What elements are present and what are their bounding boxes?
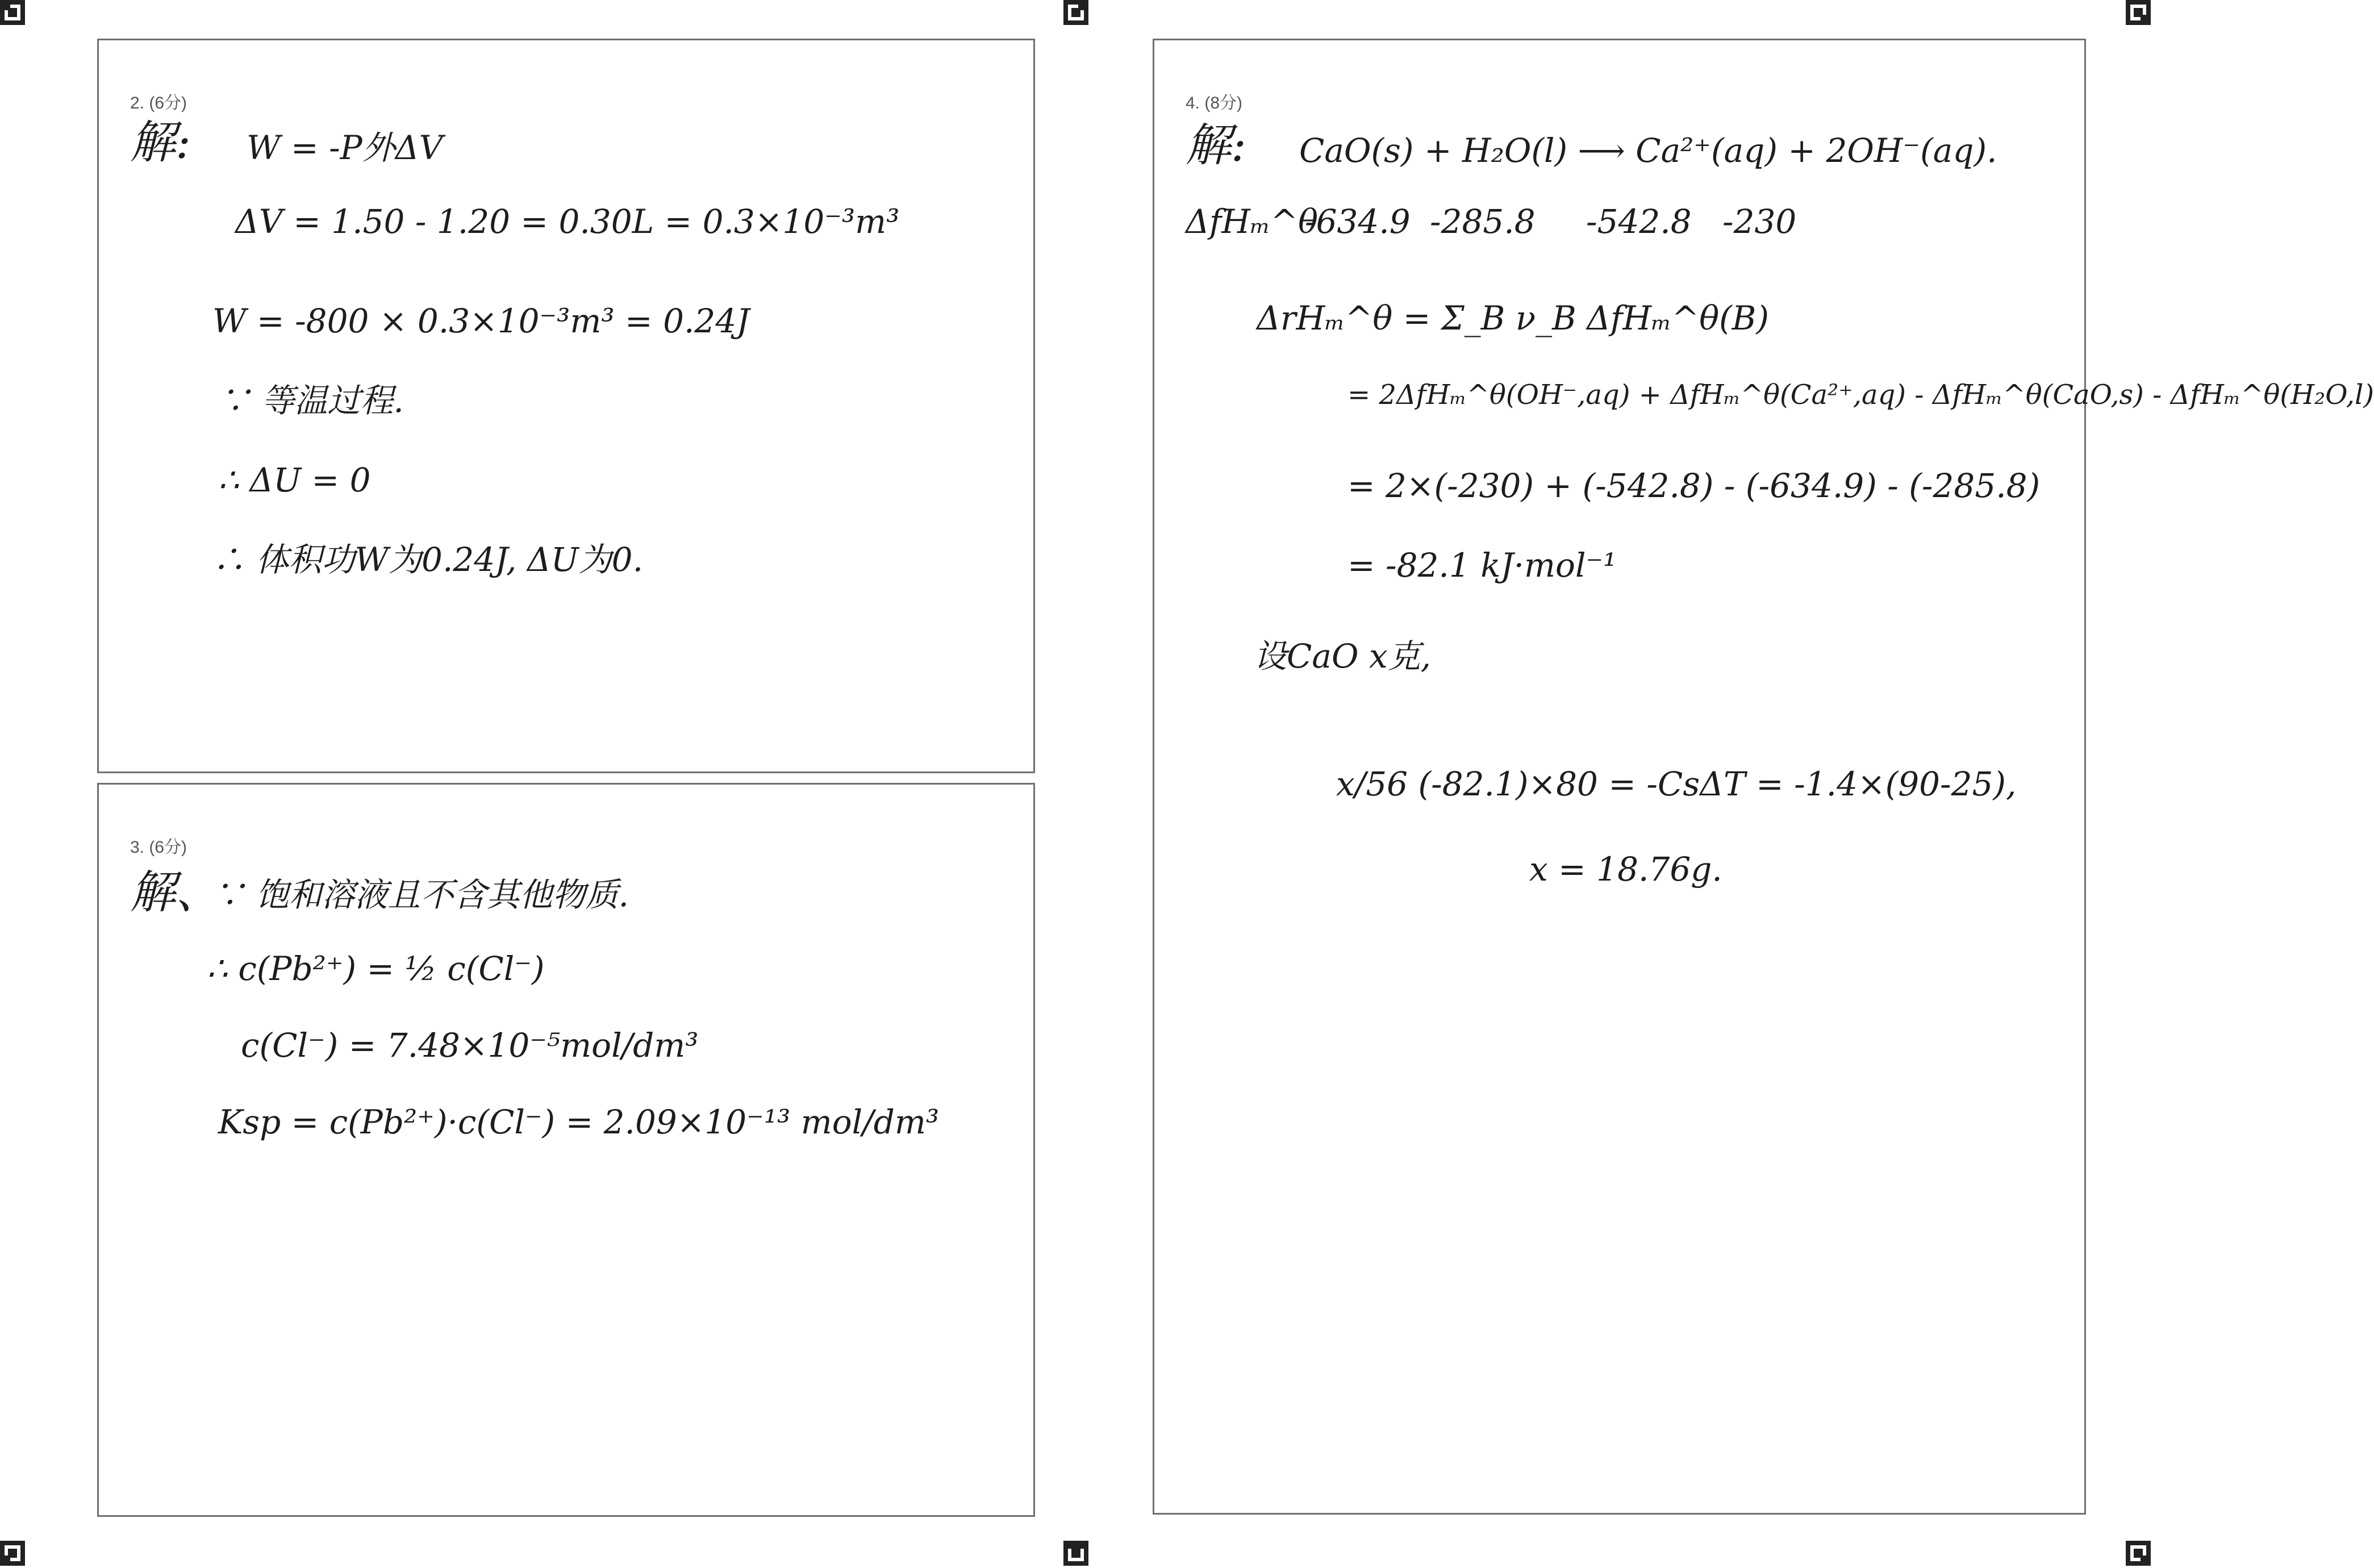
handwritten-line: x/56 (-82.1)×80 = -CsΔT = -1.4×(90-25), [1336, 765, 2017, 803]
corner-marker [2126, 0, 2151, 25]
corner-marker [0, 0, 25, 25]
handwritten-line: = 2×(-230) + (-542.8) - (-634.9) - (-285.8) [1347, 466, 2041, 505]
handwritten-line: ∴ c(Pb²⁺) = ½ c(Cl⁻) [207, 949, 545, 988]
answer-prefix: 解、 [130, 866, 221, 919]
question-label: 2. (6分) [130, 94, 187, 112]
enthalpy-value: -634.9 [1305, 202, 1411, 241]
handwritten-line: ∵ 等温过程. [218, 381, 404, 420]
handwritten-line: ∴ 体积功W为0.24J, ΔU为0. [212, 540, 644, 579]
answer-box-q2 [97, 39, 1035, 773]
handwritten-line: Ksp = c(Pb²⁺)·c(Cl⁻) = 2.09×10⁻¹³ mol/dm³ [218, 1103, 940, 1141]
enthalpy-row-label: ΔfHₘ^θ [1186, 202, 1319, 241]
question-label: 4. (8分) [1186, 94, 1243, 112]
answer-box-q3 [97, 783, 1035, 1517]
handwritten-line: c(Cl⁻) = 7.48×10⁻⁵mol/dm³ [241, 1026, 699, 1065]
enthalpy-value: -542.8 [1586, 202, 1692, 241]
reaction-equation: CaO(s) + H₂O(l) ⟶ Ca²⁺(aq) + 2OH⁻(aq). [1299, 131, 1997, 170]
corner-marker [1063, 0, 1088, 25]
answer-prefix: 解: [1186, 119, 1246, 172]
handwritten-line: = 2ΔfHₘ^θ(OH⁻,aq) + ΔfHₘ^θ(Ca²⁺,aq) - ΔfHₘ^θ(CaO,s) - ΔfHₘ^θ(H₂O,l) [1347, 379, 2374, 411]
handwritten-line: = -82.1 kJ·mol⁻¹ [1347, 546, 1617, 585]
handwritten-line: ΔV = 1.50 - 1.20 = 0.30L = 0.3×10⁻³m³ [235, 202, 900, 241]
answer-box-q4 [1153, 39, 2374, 1515]
handwritten-line: x = 18.76g. [1529, 850, 1722, 889]
handwritten-line: ∴ ΔU = 0 [218, 461, 371, 499]
handwritten-line: ΔrHₘ^θ = Σ_B ν_B ΔfHₘ^θ(B) [1257, 299, 1770, 337]
corner-marker [2126, 1541, 2151, 1566]
corner-marker [1063, 1541, 1088, 1566]
handwritten-line: 设CaO x克, [1254, 637, 1432, 675]
answer-prefix: 解: [130, 116, 191, 169]
enthalpy-value: -230 [1722, 202, 1797, 241]
question-label: 3. (6分) [130, 838, 187, 857]
handwritten-line: W = -P外ΔV [247, 128, 443, 167]
enthalpy-value: -285.8 [1430, 202, 1536, 241]
handwritten-line: W = -800 × 0.3×10⁻³m³ = 0.24J [212, 302, 750, 340]
handwritten-line: ∵ 饱和溶液且不含其他物质. [212, 875, 629, 914]
corner-marker [0, 1541, 25, 1566]
